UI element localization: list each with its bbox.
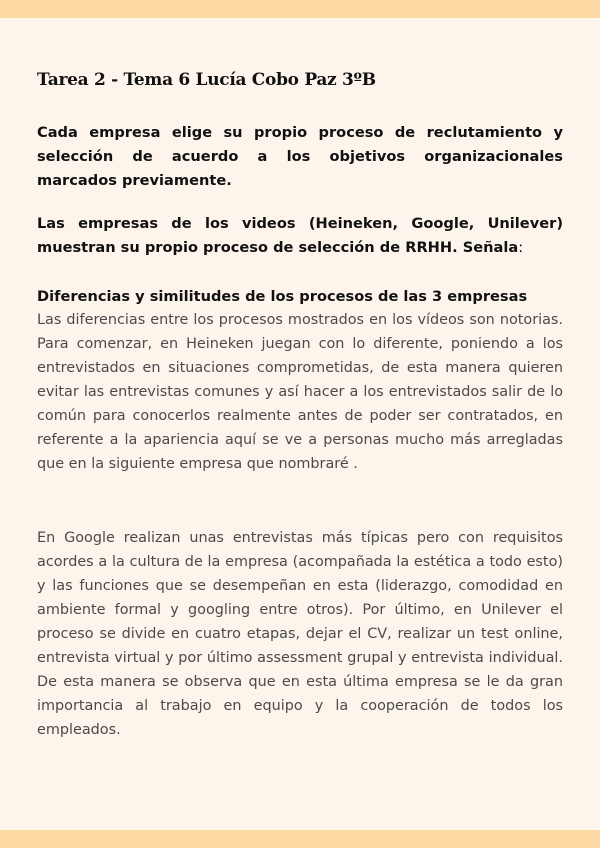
section-heading: Diferencias y similitudes de los procesos de las 3 empresas	[37, 288, 528, 305]
intro-paragraph: Cada empresa elige su propio proceso de reclutamiento y selección de acuerdo a los objetivos organizacionales marcados previamente.	[37, 124, 563, 189]
top-border-band	[0, 0, 600, 18]
differences-paragraph: Las diferencias entre los procesos mostrados en los vídeos son notorias. Para comenzar, en Heineken juegan con lo diferente, poniendo a los entrevistados en situaciones comprometidas, de esta manera quieren evitar las entrevistas comunes y así hacer a los entrevistados salir de lo común para conocerlos realmente antes de poder ser contratados, en referente a la apariencia aquí se ve a personas mucho más arregladas que en la siguiente empresa que nombraré .	[37, 312, 563, 472]
bottom-border-band	[0, 830, 600, 848]
task-paragraph	[37, 212, 563, 260]
companies-paragraph: En Google realizan unas entrevistas más típicas pero con requisitos acordes a la cultura de la empresa (acompañada la estética a todo esto) y las funciones que se desempeñan en esta (liderazgo, comodidad en ambiente formal y googling entre otros). Por último, en Unilever el proceso se divide en cuatro etapas, dejar el CV, realizar un test online, entrevista virtual y por último assessment grupal y entrevista individual. De esta manera se observa que en esta última empresa se le da gran importancia al trabajo en equipo y la cooperación de todos los empleados.	[37, 530, 563, 738]
task-colon: :	[518, 239, 524, 256]
document-title: Tarea 2 - Tema 6 Lucía Cobo Paz 3ºB	[37, 70, 376, 90]
task-text: Las empresas de los videos (Heineken, Google, Unilever) muestran su propio proceso de selección de RRHH. Señala	[37, 215, 563, 256]
